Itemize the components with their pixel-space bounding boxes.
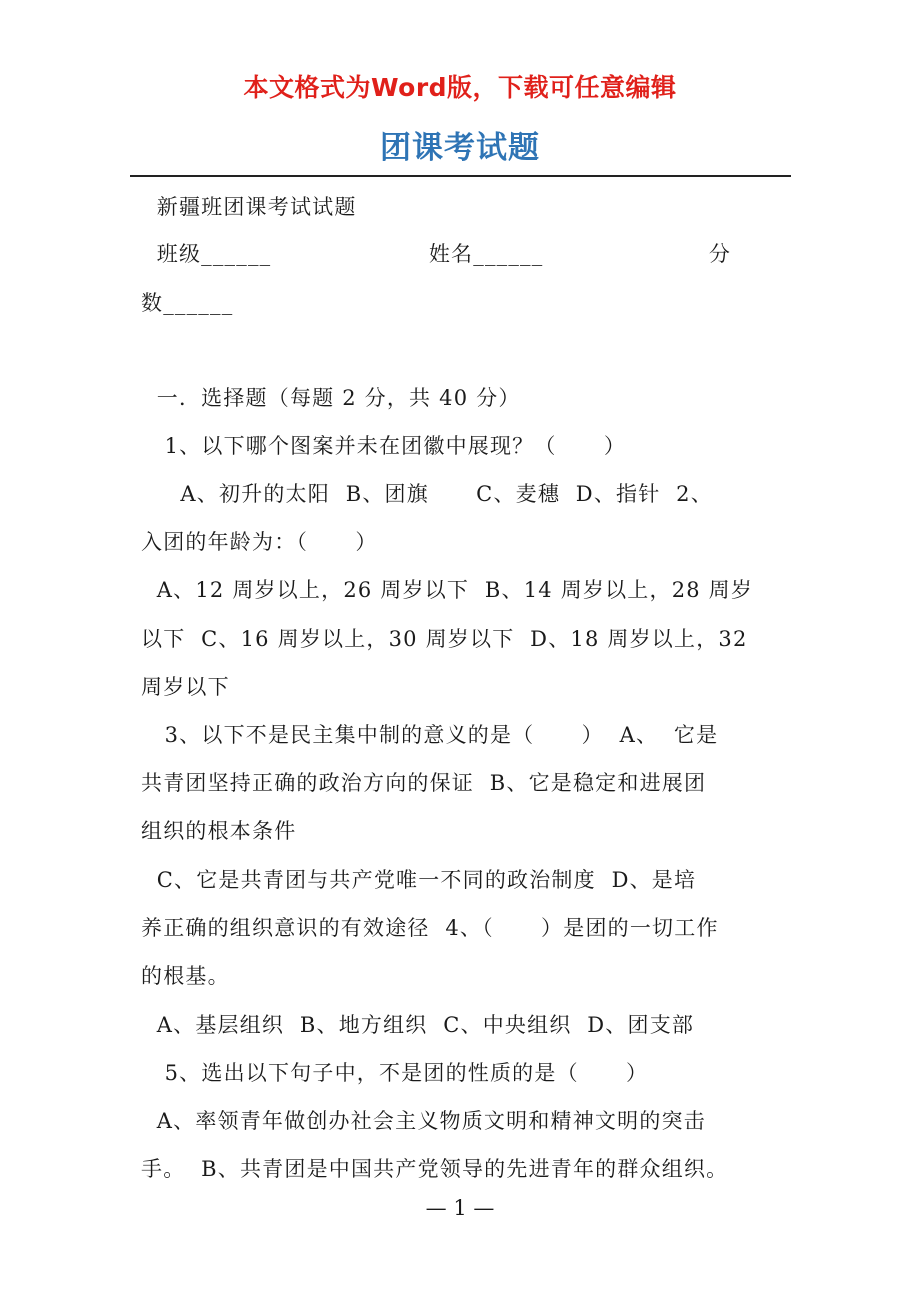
text-line: 新疆班团课考试试题	[141, 195, 357, 219]
text-line: 组织的根本条件	[141, 819, 297, 843]
text-line: 入团的年龄为：（ ）	[141, 530, 378, 554]
page-number: — 1 —	[425, 1196, 495, 1220]
text-line: 手。 B、共青团是中国共产党领导的先进青年的群众组织。	[141, 1157, 729, 1181]
text-line: 养正确的组织意识的有效途径 4、（ ）是团的一切工作	[141, 916, 719, 940]
text-line: 数______	[141, 291, 234, 315]
document-title: 团课考试题	[380, 130, 540, 166]
text-line: A、12 周岁以上，26 周岁以下 B、14 周岁以上，28 周岁	[141, 578, 754, 602]
text-line: C、它是共青团与共产党唯一不同的政治制度 D、是培	[141, 868, 697, 892]
text-line: 以下 C、16 周岁以上，30 周岁以下 D、18 周岁以上，32	[141, 627, 748, 651]
text-line: A、基层组织 B、地方组织 C、中央组织 D、团支部	[141, 1013, 695, 1037]
format-notice-banner: 本文格式为Word版，下载可任意编辑	[243, 73, 677, 102]
text-line: 的根基。	[141, 964, 230, 988]
text-line: 一．选择题（每题 2 分，共 40 分）	[141, 386, 521, 410]
title-divider	[130, 175, 791, 177]
text-line: 5、选出以下句子中，不是团的性质的是（ ）	[141, 1061, 649, 1085]
text-line: 1、以下哪个图案并未在团徽中展现？（ ）	[141, 434, 627, 458]
text-line: 班级______ 姓名______ 分	[141, 242, 732, 266]
text-line: A、初升的太阳 B、团旗 C、麦穗 D、指针 2、	[141, 482, 713, 506]
text-line: 3、以下不是民主集中制的意义的是（ ） A、 它是	[141, 723, 719, 747]
text-line: A、率领青年做创办社会主义物质文明和精神文明的突击	[141, 1109, 706, 1133]
text-line: 周岁以下	[141, 675, 230, 699]
text-line: 共青团坚持正确的政治方向的保证 B、它是稳定和进展团	[141, 771, 707, 795]
